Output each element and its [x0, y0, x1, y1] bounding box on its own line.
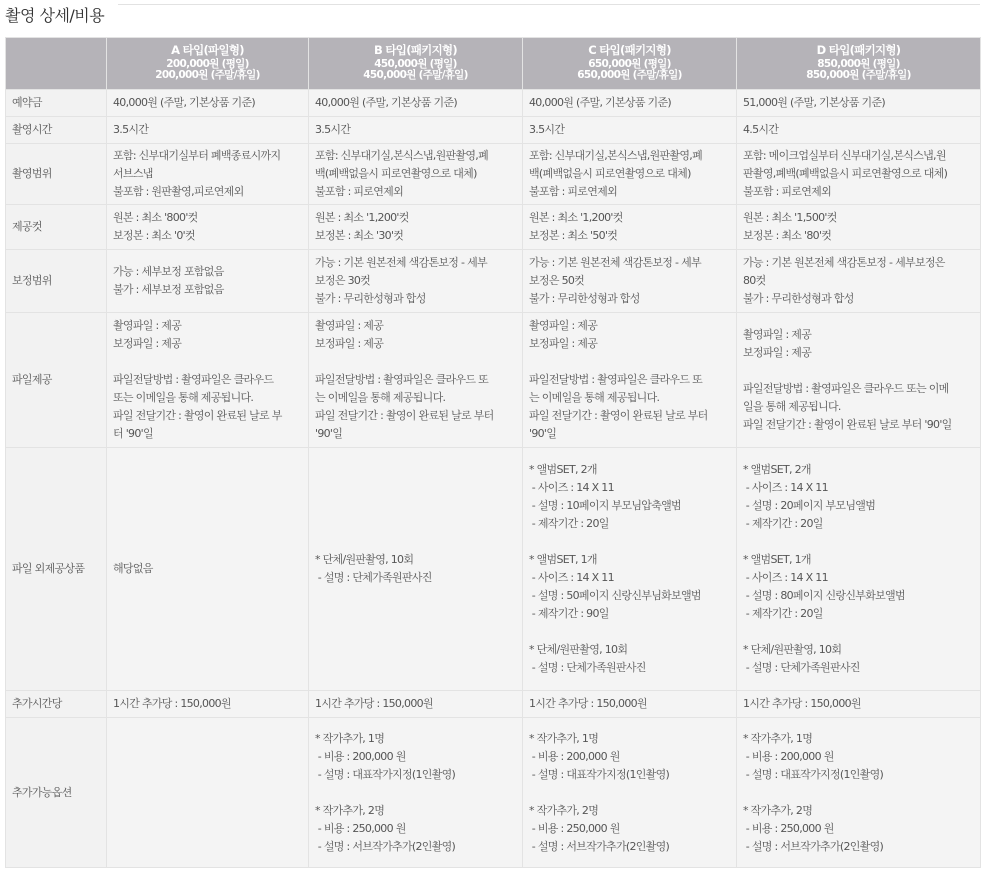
- table-row-shooting-scope: [6, 144, 981, 205]
- row-label-text: 촬영시간: [12, 123, 52, 136]
- row-label: [6, 117, 107, 144]
- cell-text: 파일전달방법 : 촬영파일은 클라우드: [113, 373, 274, 386]
- plan-cell-d: [737, 718, 981, 868]
- plan-cell-c: [523, 205, 737, 250]
- table-row-file-delivery: [6, 313, 981, 448]
- cell-text: 3.5시간: [529, 123, 565, 136]
- cell-text: - 제작기간 : 20일: [743, 607, 823, 620]
- spacer: [315, 353, 516, 371]
- cell-text: 불포함 : 피로연제외: [743, 185, 832, 198]
- page-title: 촬영 상세/비용: [5, 6, 105, 25]
- plan-price-weekend: 650,000원 (주말/휴일): [577, 69, 682, 82]
- row-label-text: 파일제공: [12, 373, 52, 386]
- cell-text: 1시간 추가당 : 150,000원: [113, 697, 231, 710]
- cell-text: 40,000원 (주말, 기본상품 기준): [113, 96, 255, 109]
- plan-cell-c: [523, 117, 737, 144]
- cell-text: 불포함 : 피로연제외: [529, 185, 618, 198]
- plan-cell-c: [523, 90, 737, 117]
- cell-text: '90'일: [529, 427, 557, 440]
- cell-text: 1시간 추가당 : 150,000원: [315, 697, 433, 710]
- cell-text: 촬영파일 : 제공: [743, 328, 812, 341]
- cell-text: * 단체/원판촬영, 10회: [315, 553, 414, 566]
- cell-text: - 제작기간 : 90일: [529, 607, 609, 620]
- row-label: [6, 718, 107, 868]
- cell-text: - 설명 : 80페이지 신랑신부화보앨범: [743, 589, 905, 602]
- row-label-text: 예약금: [12, 96, 42, 109]
- cell-text: - 설명 : 단체가족원판사진: [315, 571, 432, 584]
- plan-price-weekday: 200,000원 (평일): [166, 57, 249, 70]
- cell-text: 포함: 메이크업실부터 신부대기실,본식스냅,원: [743, 149, 946, 162]
- cell-text: 보정은 30컷: [315, 274, 371, 287]
- cell-text: 는 이메일을 통해 제공됩니다.: [529, 391, 660, 404]
- cell-text: 파일전달방법 : 촬영파일은 클라우드 또: [529, 373, 703, 386]
- row-label-text: 추가가능: [12, 785, 52, 799]
- plan-cell-b: [309, 313, 523, 448]
- cell-text: 40,000원 (주말, 기본상품 기준): [315, 96, 457, 109]
- spacer: [113, 353, 302, 371]
- cell-text: 불가 : 세부보정 포함없음: [113, 283, 224, 296]
- table-row-extra-products: [6, 448, 981, 691]
- cell-text: - 설명 : 50페이지 신랑신부님화보앨범: [529, 589, 701, 602]
- row-label-text: 촬영범위: [12, 167, 52, 180]
- plan-cell-a: [107, 144, 309, 205]
- cell-text: 보정파일 : 제공: [315, 337, 384, 350]
- plan-header-d: [737, 38, 981, 90]
- cell-text: 터 '90'일: [113, 427, 153, 440]
- cell-text: 파일전달방법 : 촬영파일은 클라우드 또는 이메: [743, 382, 949, 395]
- plan-cell-b: [309, 90, 523, 117]
- plan-header-a: [107, 38, 309, 90]
- cell-text: 촬영파일 : 제공: [315, 319, 384, 332]
- plan-price-weekday: 450,000원 (평일): [374, 57, 457, 70]
- plan-name: B 타입(패키지형): [374, 43, 457, 58]
- plan-cell-a: [107, 90, 309, 117]
- cell-text: 파일전달방법 : 촬영파일은 클라우드 또: [315, 373, 489, 386]
- cell-text: 가능 : 기본 원본전체 색감톤보정 - 세부보정은: [743, 256, 945, 269]
- row-label-text: 제공컷: [12, 220, 42, 233]
- plan-cell-b: [309, 205, 523, 250]
- row-label: [6, 448, 107, 691]
- table-row-delivered-cuts: [6, 205, 981, 250]
- plan-cell-a: [107, 250, 309, 313]
- cell-text: - 비용 : 250,000 원: [529, 821, 620, 835]
- plan-header-b: [309, 38, 523, 90]
- cell-text: 백(폐백없을시 피로연촬영으로 대체): [315, 167, 477, 180]
- cell-text: 원본 : 최소 '800'컷: [113, 211, 198, 224]
- cell-text: - 설명 : 대표작가지정(1인촬영): [529, 767, 670, 781]
- cell-text: 보정본 : 최소 '50'컷: [529, 229, 618, 242]
- cell-text: - 설명 : 서브작가추가(2인촬영): [315, 839, 456, 853]
- plan-cell-a: [107, 313, 309, 448]
- cell-text: * 앨범SET, 2개: [529, 463, 597, 476]
- plan-cell-d: [737, 144, 981, 205]
- plan-cell-d: [737, 691, 981, 718]
- cell-text: - 비용 : 250,000 원: [315, 821, 406, 835]
- cell-text: * 앨범SET, 2개: [743, 463, 811, 476]
- price-table: [5, 37, 981, 868]
- plan-cell-d: [737, 90, 981, 117]
- cell-text: 원본 : 최소 '1,200'컷: [529, 211, 623, 224]
- row-label: [6, 205, 107, 250]
- plan-cell-c: [523, 718, 737, 868]
- cell-text: 1시간 추가당 : 150,000원: [743, 697, 861, 710]
- cell-text: - 사이즈 : 14 X 11: [743, 571, 828, 584]
- cell-text: 가능 : 기본 원본전체 색감톤보정 - 세부: [315, 256, 487, 269]
- cell-text: 보정본 : 최소 '0'컷: [113, 229, 195, 242]
- plan-cell-b: [309, 117, 523, 144]
- row-label: [6, 313, 107, 448]
- cell-text: 원본 : 최소 '1,200'컷: [315, 211, 409, 224]
- spacer: [743, 362, 974, 380]
- cell-text: * 단체/원판촬영, 10회: [529, 643, 628, 656]
- table-header: [6, 38, 981, 90]
- cell-text: 불가 : 무리한성형과 합성: [529, 292, 640, 305]
- cell-text: - 설명 : 단체가족원판사진: [743, 661, 860, 674]
- cell-text: 원본 : 최소 '1,500'컷: [743, 211, 837, 224]
- plan-cell-b: [309, 144, 523, 205]
- cell-text: 가능 : 기본 원본전체 색감톤보정 - 세부: [529, 256, 701, 269]
- cell-text: - 비용 : 200,000 원: [315, 749, 406, 763]
- cell-text: 보정본 : 최소 '80'컷: [743, 229, 832, 242]
- header-row: [6, 38, 981, 90]
- cell-text: 포함: 신부대기실부터 폐백종료시까지: [113, 149, 281, 162]
- cell-text: * 단체/원판촬영, 10회: [743, 643, 842, 656]
- plan-cell-a: [107, 691, 309, 718]
- row-label-text: 추가시간당: [12, 697, 62, 710]
- table-row-deposit: [6, 90, 981, 117]
- cell-text: - 비용 : 200,000 원: [743, 749, 834, 763]
- plan-price-weekday: 650,000원 (평일): [588, 57, 671, 70]
- cell-text: - 사이즈 : 14 X 11: [743, 481, 828, 494]
- cell-text: 해당없음: [113, 562, 153, 575]
- plan-price-weekend: 850,000원 (주말/휴일): [806, 69, 911, 82]
- spacer: [529, 623, 730, 641]
- cell-text: * 작가추가, 2명: [529, 803, 599, 817]
- cell-text: - 제작기간 : 20일: [529, 517, 609, 530]
- table-row-extra-options: [6, 718, 981, 868]
- plan-cell-d: [737, 117, 981, 144]
- cell-text: * 작가추가, 1명: [315, 731, 385, 745]
- plan-cell-b: [309, 718, 523, 868]
- plan-cell-c: [523, 144, 737, 205]
- plan-name: A 타입(파일형): [171, 43, 244, 58]
- row-label-text: 보정범위: [12, 274, 52, 287]
- plan-cell-d: [737, 250, 981, 313]
- plan-cell-b: [309, 250, 523, 313]
- cell-text: 파일 전달기간 : 촬영이 완료된 날로 부: [113, 409, 282, 422]
- cell-text: * 앨범SET, 1개: [743, 553, 811, 566]
- cell-text: - 설명 : 대표작가지정(1인촬영): [743, 767, 884, 781]
- cell-text: * 앨범SET, 1개: [529, 553, 597, 566]
- plan-cell-a: [107, 718, 309, 868]
- cell-text: - 비용 : 250,000 원: [743, 821, 834, 835]
- plan-price-weekend: 200,000원 (주말/휴일): [155, 69, 260, 82]
- cell-text: * 작가추가, 2명: [315, 803, 385, 817]
- cell-text: - 설명 : 대표작가지정(1인촬영): [315, 767, 456, 781]
- cell-text: 3.5시간: [315, 123, 351, 136]
- row-label-text: 제공상품: [44, 562, 85, 575]
- plan-cell-c: [523, 448, 737, 691]
- plan-cell-a: [107, 448, 309, 691]
- cell-text: 불가 : 무리한성형과 합성: [743, 292, 854, 305]
- cell-text: - 제작기간 : 20일: [743, 517, 823, 530]
- cell-text: 불가 : 무리한성형과 합성: [315, 292, 426, 305]
- plan-price-weekend: 450,000원 (주말/휴일): [363, 69, 468, 82]
- spacer: [743, 533, 974, 551]
- cell-text: 가능 : 세부보정 포함없음: [113, 265, 224, 278]
- cell-text: - 사이즈 : 14 X 11: [529, 481, 614, 494]
- cell-text: 서브스냅: [113, 167, 153, 180]
- cell-text: * 작가추가, 2명: [743, 803, 813, 817]
- table-body: [6, 90, 981, 868]
- row-label: [6, 250, 107, 313]
- cell-text: 1시간 추가당 : 150,000원: [529, 697, 647, 710]
- spacer: [743, 784, 974, 802]
- plan-header-c: [523, 38, 737, 90]
- cell-text: 파일 전달기간 : 촬영이 완료된 날로 부터: [315, 409, 494, 422]
- plan-cell-c: [523, 691, 737, 718]
- cell-text: - 설명 : 서브작가추가(2인촬영): [743, 839, 884, 853]
- plan-cell-c: [523, 313, 737, 448]
- cell-text: 또는 이메일을 통해 제공됩니다.: [113, 391, 254, 404]
- table-row-shooting-time: [6, 117, 981, 144]
- spacer: [529, 533, 730, 551]
- plan-cell-d: [737, 313, 981, 448]
- header-corner: [6, 38, 107, 90]
- plan-cell-b: [309, 691, 523, 718]
- cell-text: 불포함 : 피로연제외: [315, 185, 404, 198]
- cell-text: * 작가추가, 1명: [529, 731, 599, 745]
- cell-text: 80컷: [743, 274, 766, 287]
- spacer: [743, 623, 974, 641]
- cell-text: 4.5시간: [743, 123, 779, 136]
- cell-text: 포함: 신부대기실,본식스냅,원판촬영,폐: [529, 149, 703, 162]
- cell-text: 보정본 : 최소 '30'컷: [315, 229, 404, 242]
- cell-text: - 설명 : 서브작가추가(2인촬영): [529, 839, 670, 853]
- plan-cell-d: [737, 448, 981, 691]
- cell-text: 보정파일 : 제공: [743, 346, 812, 359]
- cell-text: - 사이즈 : 14 X 11: [529, 571, 614, 584]
- cell-text: * 작가추가, 1명: [743, 731, 813, 745]
- spacer: [529, 784, 730, 802]
- plan-name: D 타입(패키지형): [816, 43, 901, 58]
- plan-cell-b: [309, 448, 523, 691]
- cell-text: 51,000원 (주말, 기본상품 기준): [743, 96, 885, 109]
- cell-text: 불포함 : 원판촬영,피로연제외: [113, 185, 244, 198]
- cell-text: 보정파일 : 제공: [529, 337, 598, 350]
- cell-text: - 비용 : 200,000 원: [529, 749, 620, 763]
- cell-text: 포함: 신부대기실,본식스냅,원판촬영,폐: [315, 149, 489, 162]
- plan-name: C 타입(패키지형): [588, 43, 671, 58]
- cell-text: 보정파일 : 제공: [113, 337, 182, 350]
- table-row-extra-hour: [6, 691, 981, 718]
- cell-text: 판촬영,폐백(폐백없을시 피로연촬영으로 대체): [743, 167, 948, 180]
- cell-text: '90'일: [315, 427, 343, 440]
- plan-cell-a: [107, 205, 309, 250]
- table-row-retouch-scope: [6, 250, 981, 313]
- cell-text: 백(폐백없을시 피로연촬영으로 대체): [529, 167, 691, 180]
- title-divider: [118, 4, 980, 5]
- cell-text: - 설명 : 10페이지 부모님압축앨범: [529, 499, 681, 512]
- cell-text: 촬영파일 : 제공: [113, 319, 182, 332]
- cell-text: 는 이메일을 통해 제공됩니다.: [315, 391, 446, 404]
- spacer: [529, 353, 730, 371]
- cell-text: 보정은 50컷: [529, 274, 585, 287]
- plan-cell-d: [737, 205, 981, 250]
- spacer: [315, 784, 516, 802]
- plan-cell-a: [107, 117, 309, 144]
- cell-text: 40,000원 (주말, 기본상품 기준): [529, 96, 671, 109]
- plan-cell-c: [523, 250, 737, 313]
- row-label-text: 옵션: [51, 785, 72, 799]
- cell-text: 3.5시간: [113, 123, 149, 136]
- plan-price-weekday: 850,000원 (평일): [817, 57, 900, 70]
- row-label: [6, 144, 107, 205]
- cell-text: 파일 전달기간 : 촬영이 완료된 날로 부터: [529, 409, 708, 422]
- row-label-text: 파일 외: [12, 562, 45, 575]
- cell-text: - 설명 : 20페이지 부모님앨범: [743, 499, 876, 512]
- row-label: [6, 90, 107, 117]
- cell-text: - 설명 : 단체가족원판사진: [529, 661, 646, 674]
- row-label: [6, 691, 107, 718]
- cell-text: 촬영파일 : 제공: [529, 319, 598, 332]
- cell-text: 일을 통해 제공됩니다.: [743, 400, 841, 413]
- cell-text: 파일 전달기간 : 촬영이 완료된 날로 부터 '90'일: [743, 418, 952, 431]
